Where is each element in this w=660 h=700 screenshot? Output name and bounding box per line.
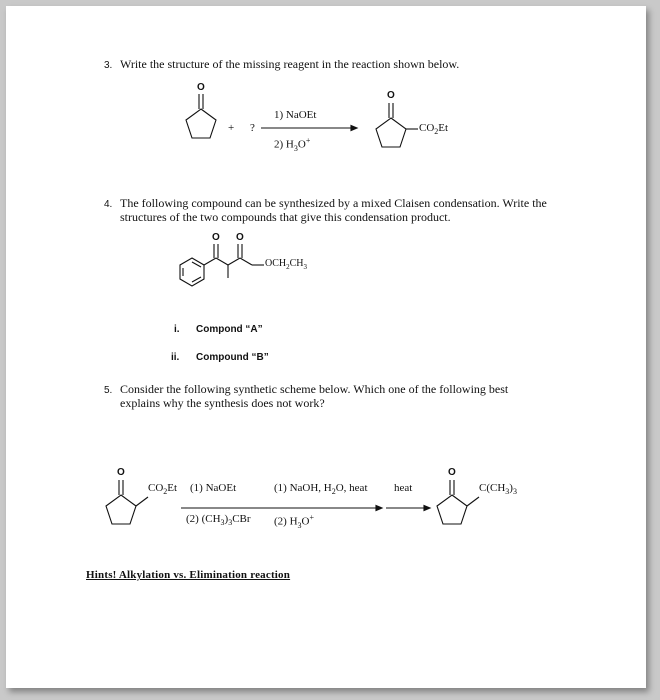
q4-item-i-text: Compond “A” [196, 324, 263, 335]
q3-product-group: $CO_2Et$ [419, 122, 449, 137]
q3-plus: + [228, 122, 235, 134]
q5-number: 5. [104, 385, 113, 396]
q5-oxygen-start: O [117, 467, 125, 478]
q3-unknown-reagent: ? [250, 122, 255, 134]
hint-text: Hints! Alkylation vs. Elimination reaction [86, 569, 291, 581]
q4-item-ii-text: Compound “B” [196, 352, 269, 363]
q3-oxygen-right: O [387, 90, 395, 101]
q5-prompt-line2: explains why the synthesis does not work? [120, 396, 325, 410]
structures-drawing [6, 6, 646, 688]
q4-prompt-line1: The following compound can be synthesized by a mixed Claisen condensation. Write the [120, 196, 547, 210]
q5-product-group: $C(CH_3)_3$ [479, 482, 517, 497]
worksheet-page [6, 6, 646, 688]
q5-start-structure [106, 480, 148, 524]
q3-oxygen-left: O [197, 82, 205, 93]
cyclopentanone-structure [186, 94, 216, 138]
keto-ester-structure [376, 103, 418, 147]
q5-prompt-line1: Consider the following synthetic scheme below. Which one of the following best [120, 382, 509, 396]
q5-step2-bottom: (2) $H_3O^+$ [274, 513, 314, 530]
q5-step3-top: heat [394, 482, 413, 494]
q5-step2-top: (1) NaOH, $H_2O$, heat [274, 482, 368, 497]
q3-number: 3. [104, 60, 113, 71]
claisen-product-structure [180, 244, 264, 286]
q3-arrow [261, 126, 357, 131]
q5-product-structure [437, 480, 479, 524]
q4-oxygen-left: O [212, 232, 220, 243]
q3-prompt: Write the structure of the missing reagent in the reaction shown below. [120, 57, 460, 71]
q4-oxygen-right: O [236, 232, 244, 243]
q3-reagent-1: 1) NaOEt [274, 109, 317, 121]
q4-number: 4. [104, 199, 113, 210]
q3-reagent-2: 2) $H_3O^+$ [274, 136, 311, 153]
q5-start-group: $CO_2Et$ [148, 482, 178, 497]
q4-prompt-line2: structures of the two compounds that give this condensation product. [120, 210, 451, 224]
q4-item-i-number: i. [174, 324, 180, 335]
q5-step1-top: (1) NaOEt [190, 482, 237, 494]
q5-step1-bottom: (2) $(CH_3)_3CBr$ [186, 513, 251, 528]
q4-ester-group: $OCH_2CH_3$ [265, 258, 308, 271]
q4-item-ii-number: ii. [171, 352, 180, 363]
q5-oxygen-product: O [448, 467, 456, 478]
q5-arrows [181, 506, 430, 511]
